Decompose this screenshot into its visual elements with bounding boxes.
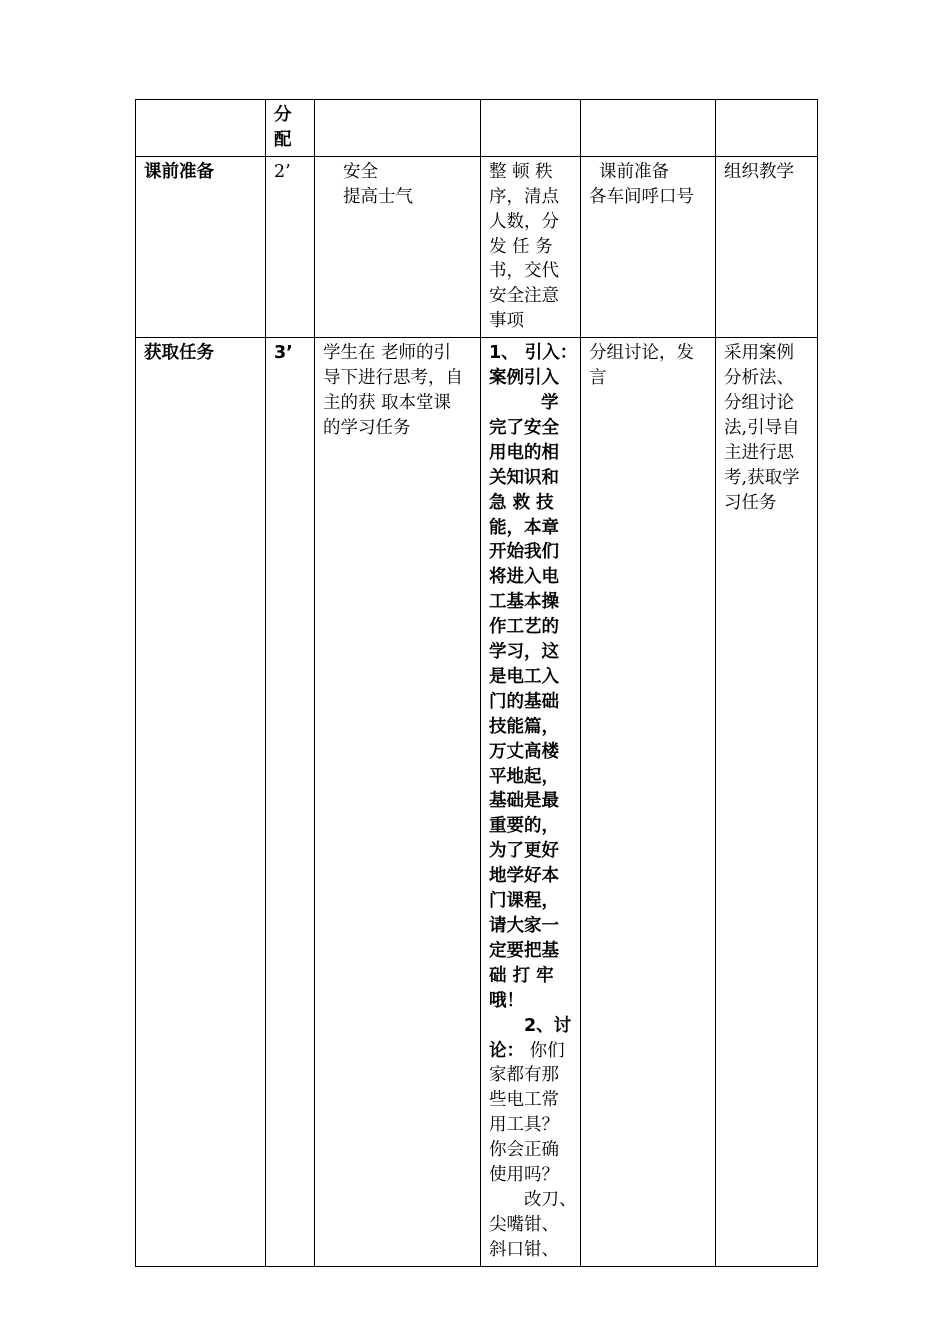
student-line: 分组讨论，发 xyxy=(589,343,694,364)
header-student-cell xyxy=(581,100,716,157)
teacher-normal-line: 你会正确 xyxy=(489,1140,559,1161)
teacher-bold-line: 开始我们 xyxy=(489,542,559,563)
teacher-bold-line: 定要把基 xyxy=(489,940,559,961)
teacher-normal-line: 斜口钳、 xyxy=(489,1239,559,1260)
teacher-bold-line: 关知识和 xyxy=(489,467,559,488)
header-goals-cell xyxy=(315,100,481,157)
teacher-bold-line: 急 救 技 xyxy=(489,492,554,513)
teacher-bold-line: 学习，这 xyxy=(489,642,559,663)
teacher-bold-line: 门的基础 xyxy=(489,691,559,712)
teacher-bold-line: 学 xyxy=(541,392,559,413)
stage-cell xyxy=(136,156,266,337)
header-method-cell xyxy=(716,100,818,157)
time-value: 2’ xyxy=(274,161,291,182)
teacher-normal-line: 些电工常 xyxy=(489,1090,559,1111)
goals-cell xyxy=(315,156,481,337)
teacher-bold-line: 平地起， xyxy=(489,766,559,787)
teacher-bold-line: 万丈高楼 xyxy=(489,741,559,762)
student-activity-cell xyxy=(581,338,716,1267)
teacher-normal-text: 你们 xyxy=(529,1040,565,1061)
teacher-normal-line: 用工具？ xyxy=(489,1115,559,1136)
header-stage-cell xyxy=(136,100,266,157)
teacher-bold-line: 2、讨 xyxy=(524,1015,572,1036)
student-line: 课前准备 xyxy=(599,161,669,182)
goal-line: 学生在 老师的引 xyxy=(323,343,452,364)
teacher-bold-line: 作工艺的 xyxy=(489,617,559,638)
method-line: 主进行思 xyxy=(724,442,794,463)
stage-label: 课前准备 xyxy=(144,161,214,182)
table-row-prep xyxy=(136,156,818,337)
goal-line: 提高士气 xyxy=(343,186,413,207)
teacher-normal-line: 家都有那 xyxy=(489,1065,559,1086)
teacher-bold-line: 能，本章 xyxy=(489,517,559,538)
method-line: 采用案例 xyxy=(724,343,794,364)
teacher-normal-line: 改刀、 xyxy=(524,1189,577,1210)
teacher-line: 序，清点 xyxy=(489,186,559,207)
student-activity-cell xyxy=(581,156,716,337)
method-line: 习任务 xyxy=(724,492,777,513)
goal-line: 主的获 取本堂课 xyxy=(323,392,452,413)
teacher-bold-line: 基础是最 xyxy=(489,791,559,812)
teacher-mixed-line xyxy=(489,1039,572,1064)
teacher-bold-line: 门课程， xyxy=(489,891,559,912)
teacher-activity-cell xyxy=(481,338,581,1267)
header-teacher-cell xyxy=(481,100,581,157)
method-cell xyxy=(716,156,818,337)
method-line: 分析法、 xyxy=(724,368,794,389)
teacher-bold-line: 是电工入 xyxy=(489,666,559,687)
goal-line: 安全 xyxy=(343,161,378,182)
teacher-bold-line: 哦！ xyxy=(489,990,524,1011)
teacher-bold-line: 1、 引入： xyxy=(489,343,578,364)
stage-label: 获取任务 xyxy=(144,343,214,364)
time-cell xyxy=(266,156,315,337)
method-cell xyxy=(716,338,818,1267)
student-line: 言 xyxy=(589,368,607,389)
teacher-bold-line: 请大家一 xyxy=(489,916,559,936)
teacher-line: 书，交代 xyxy=(489,261,559,282)
teacher-line: 事项 xyxy=(489,311,524,332)
header-time-cell xyxy=(266,100,315,157)
method-line: 考,获取学 xyxy=(724,467,800,488)
goal-line: 的学习任务 xyxy=(323,417,411,438)
teacher-bold-line: 础 打 牢 xyxy=(489,965,554,986)
teacher-bold-text: 论： xyxy=(489,1040,524,1061)
teacher-bold-line: 案例引入 xyxy=(489,368,559,389)
teacher-bold-line: 技能篇， xyxy=(489,716,559,737)
teacher-bold-line: 将进入电 xyxy=(489,567,559,588)
teacher-line: 发 任 务 xyxy=(489,236,553,257)
time-value: 3’ xyxy=(274,343,293,364)
teacher-bold-line: 完了安全 xyxy=(489,417,559,438)
goals-cell xyxy=(315,338,481,1267)
teacher-line: 人数，分 xyxy=(489,211,559,232)
method-line: 法,引导自 xyxy=(724,417,800,438)
method-text: 组织教学 xyxy=(724,161,794,182)
method-line: 分组讨论 xyxy=(724,392,794,413)
teacher-line: 整 顿 秩 xyxy=(489,161,553,182)
header-time-line-2: 配 xyxy=(274,129,292,150)
teacher-bold-line: 用电的相 xyxy=(489,442,559,463)
teacher-bold-line: 地学好本 xyxy=(489,866,559,887)
table-row-task xyxy=(136,338,818,1267)
teacher-activity-cell xyxy=(481,156,581,337)
teacher-normal-line: 使用吗？ xyxy=(489,1165,559,1186)
teacher-normal-line: 尖嘴钳、 xyxy=(489,1214,559,1235)
goal-line: 导下进行思考，自 xyxy=(323,368,463,389)
teacher-bold-line: 为了更好 xyxy=(489,841,559,862)
teacher-line: 安全注意 xyxy=(489,286,559,307)
teacher-bold-line: 工基本操 xyxy=(489,592,559,613)
time-cell xyxy=(266,338,315,1267)
student-line: 各车间呼口号 xyxy=(589,186,694,207)
header-row xyxy=(136,100,818,157)
header-time-line-1: 分 xyxy=(274,105,292,125)
teacher-bold-line: 重要的， xyxy=(489,816,559,837)
stage-cell xyxy=(136,338,266,1267)
lesson-plan-table xyxy=(135,99,818,1267)
